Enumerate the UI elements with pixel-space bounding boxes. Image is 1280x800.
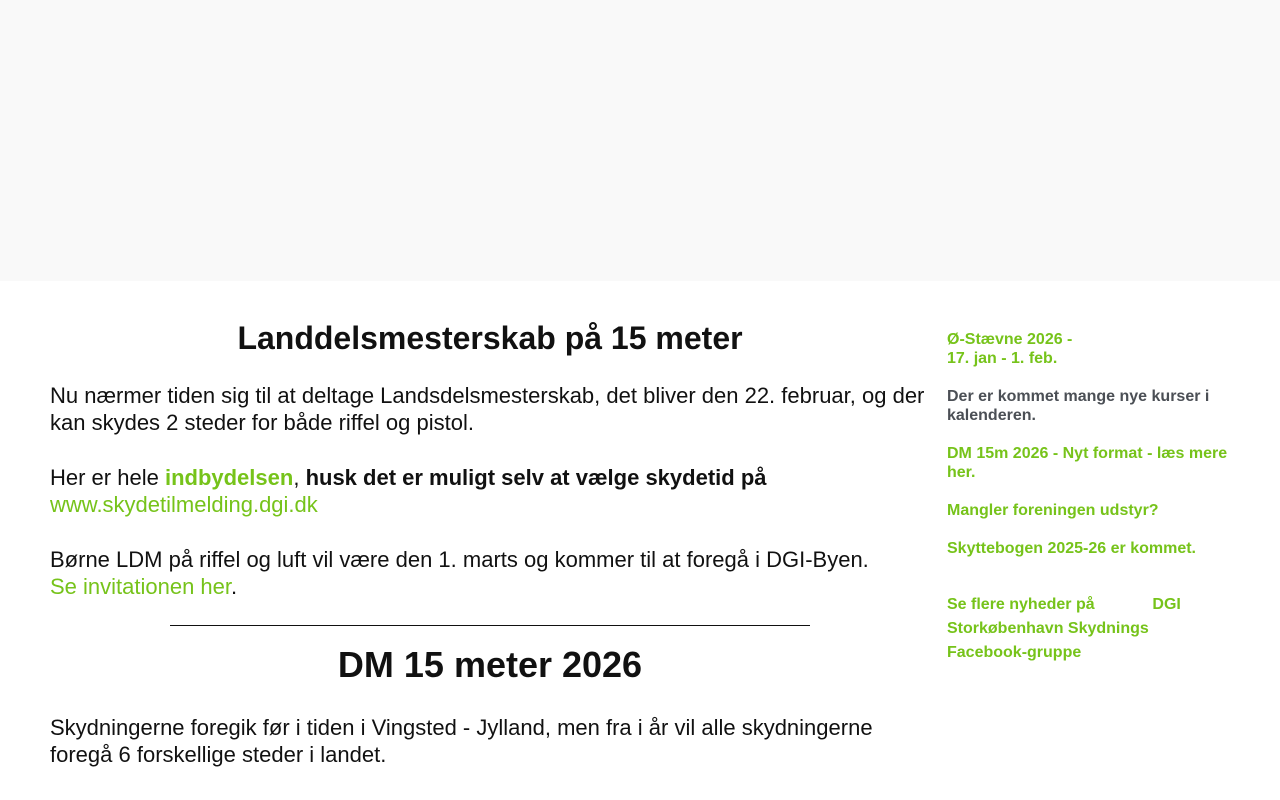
news-item-o-staevne-line1: Ø-Stævne 2026 - [947,331,1073,348]
news-item-o-staevne-line2: 17. jan - 1. feb. [947,350,1058,367]
invitation-paragraph [50,464,930,518]
children-ldm-period: . [231,574,238,599]
facebook-group-link[interactable]: DGI Storkøbenhavn Skydnings Facebook-gruppe [947,596,1181,661]
page-title: Landdelsmesterskab på 15 meter [237,320,743,356]
section-divider [170,625,810,626]
dm-paragraph: Skydningerne foregik før i tiden i Vingsted - Jylland, men fra i år vil alle skydningerne foregå 6 forskellige steder i landet. [50,715,873,767]
invitation-prefix: Her er hele [50,465,165,490]
more-news [947,593,1187,665]
invitation-note: husk det er muligt selv at vælge skydetid på [305,465,767,490]
news-item-equipment[interactable]: Mangler foreningen udstyr? [947,502,1159,519]
section-title-dm: DM 15 meter 2026 [337,644,643,685]
news-item-courses[interactable]: Der er kommet mange nye kurser i kalenderen. [947,388,1210,424]
see-invitation-link[interactable]: Se invitationen her [50,574,232,599]
header-banner [0,0,1280,281]
intro-paragraph: Nu nærmer tiden sig til at deltage Landsdelsmesterskab, det bliver den 22. februar, og der kan skydes 2 steder for både riffel og pistol. [50,383,925,435]
main-content [50,320,930,768]
news-item-skyttebogen[interactable]: Skyttebogen 2025-26 er kommet. [947,540,1196,557]
news-item-o-staevne[interactable] [947,330,1237,368]
more-news-prefix: Se flere nyheder på [947,596,1095,613]
invitation-comma: , [293,465,300,490]
children-ldm-text: Børne LDM på riffel og luft vil være den 1. marts og kommer til at foregå i DGI-Byen. [50,547,869,572]
news-item-dm-15m[interactable]: DM 15m 2026 - Nyt format - læs mere her. [947,445,1228,481]
registration-url-link[interactable]: www.skydetilmelding.dgi.dk [50,492,318,517]
news-sidebar [947,330,1237,665]
invitation-link[interactable]: indbydelsen [164,465,294,490]
children-ldm-paragraph [50,546,930,600]
